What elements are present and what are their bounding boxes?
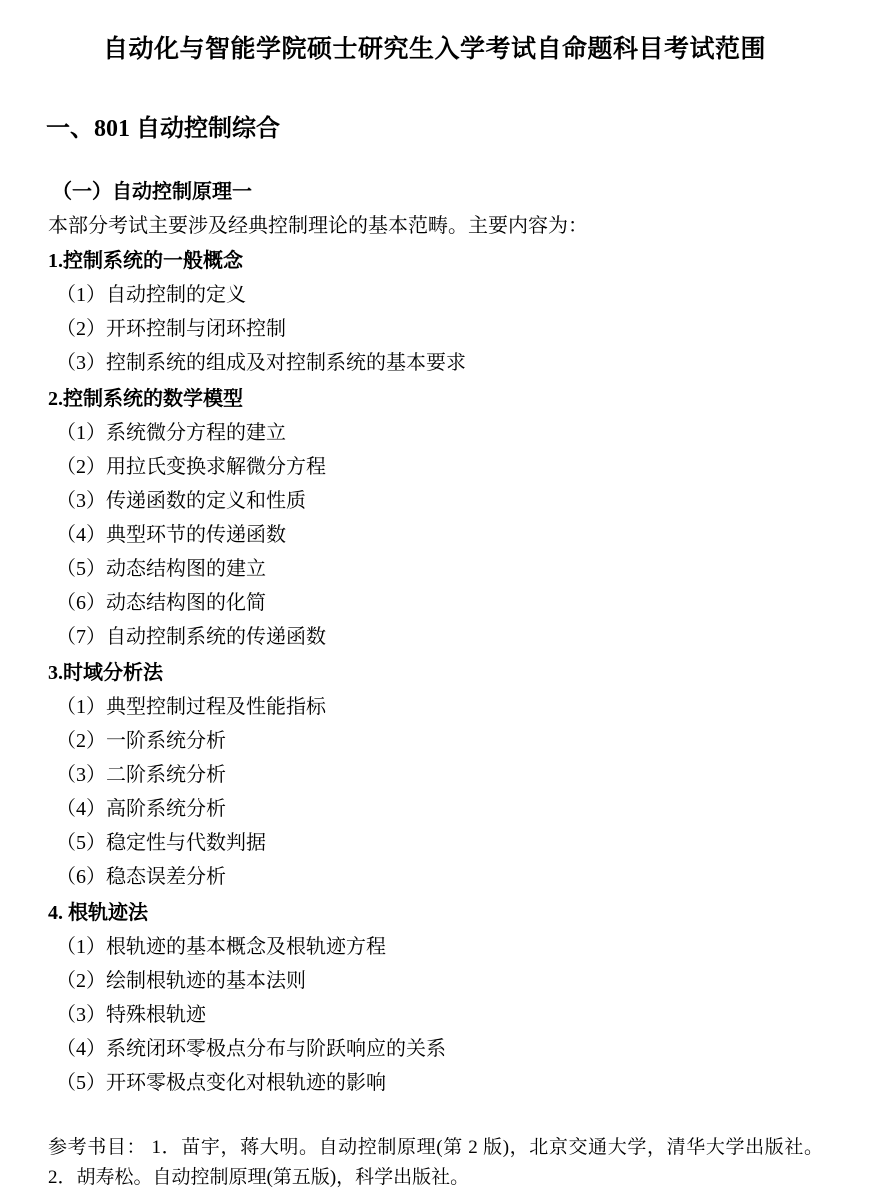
topic-group [46,898,823,1099]
topic-item: （1）自动控制的定义 [56,283,246,306]
topic-heading: 4. 根轨迹法 [48,901,148,924]
topic-item: （7）自动控制系统的传递函数 [56,625,326,648]
topic-heading: 1.控制系统的一般概念 [48,249,243,272]
topic-group [46,658,823,893]
page-title: 自动化与智能学院硕士研究生入学考试自命题科目考试范围 [102,36,766,63]
references-paragraph: 参考书目： 1．苗宇，蒋大明。自动控制原理(第 2 版)，北京交通大学，清华大学出版社。 2．胡寿松。自动控制原理(第五版)，科学出版社。 [48,1136,823,1188]
topic-item: （3）二阶系统分析 [56,763,226,786]
topic-heading: 2.控制系统的数学模型 [48,387,243,410]
topic-item: （5）开环零极点变化对根轨迹的影响 [56,1071,386,1094]
topic-item: （2）开环控制与闭环控制 [56,317,286,340]
topic-item: （1）根轨迹的基本概念及根轨迹方程 [56,935,386,958]
topic-item: （3）传递函数的定义和性质 [56,489,306,512]
topic-item: （2）一阶系统分析 [56,729,226,752]
intro-paragraph: 本部分考试主要涉及经典控制理论的基本范畴。主要内容为： [48,214,588,237]
topic-heading: 3.时域分析法 [48,661,163,684]
topic-item: （2）绘制根轨迹的基本法则 [56,969,306,992]
topic-item: （1）典型控制过程及性能指标 [56,695,326,718]
subsection-heading: （一）自动控制原理一 [52,180,252,203]
section-heading: 一、801 自动控制综合 [46,116,280,142]
topic-item: （5）动态结构图的建立 [56,557,266,580]
topic-item: （3）特殊根轨迹 [56,1003,206,1026]
topic-group [46,246,823,379]
topic-item: （4）高阶系统分析 [56,797,226,820]
topic-item: （3）控制系统的组成及对控制系统的基本要求 [56,351,466,374]
topic-item: （4）典型环节的传递函数 [56,523,286,546]
topic-item: （1）系统微分方程的建立 [56,421,286,444]
topic-item: （6）动态结构图的化简 [56,591,266,614]
topic-item: （2）用拉氏变换求解微分方程 [56,455,326,478]
topic-item: （5）稳定性与代数判据 [56,831,266,854]
topic-item: （6）稳态误差分析 [56,865,226,888]
topic-item: （4）系统闭环零极点分布与阶跃响应的关系 [56,1037,446,1060]
topic-group [46,384,823,653]
